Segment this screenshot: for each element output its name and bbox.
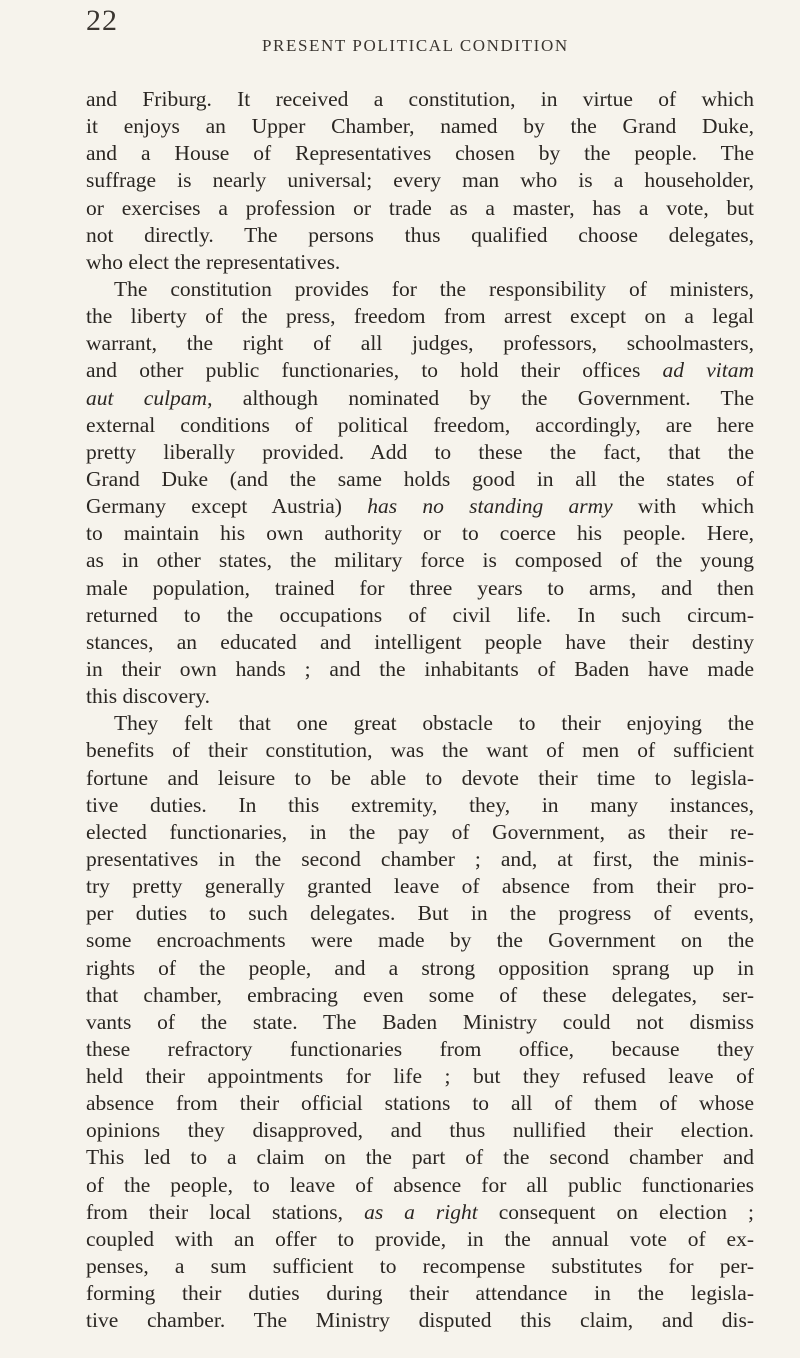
text-line (86, 276, 754, 303)
text-line (86, 1253, 754, 1280)
text-line (86, 927, 754, 954)
running-head: PRESENT POLITICAL CONDITION (262, 36, 569, 55)
line-text: forming their duties during their attendance in the legisla- (86, 1281, 754, 1306)
text-line (86, 900, 754, 927)
line-text: from their local stations, (86, 1199, 365, 1224)
text-line (86, 357, 754, 384)
text-line (86, 439, 754, 466)
italic-phrase: as a right (364, 1199, 478, 1224)
line-text: external conditions of political freedom, accordingly, are here (86, 412, 754, 437)
text-line (86, 547, 754, 574)
line-text: in their own hands ; and the inhabitants of Baden have made (86, 656, 754, 681)
line-text: opinions they disapproved, and thus nullified their election. (86, 1118, 754, 1143)
line-text: benefits of their constitution, was the want of men of sufficient (86, 738, 754, 763)
text-line (86, 1063, 754, 1090)
line-text: that chamber, embracing even some of these delegates, ser- (86, 982, 754, 1007)
text-line (86, 86, 754, 113)
italic-phrase: ad vitam (662, 358, 754, 383)
line-text: these refractory functionaries from office, because they (86, 1036, 754, 1061)
text-line (86, 1009, 754, 1036)
text-line (86, 1199, 754, 1226)
text-line (86, 792, 754, 819)
text-line (86, 765, 754, 792)
text-line (86, 575, 754, 602)
text-line (86, 1172, 754, 1199)
text-line (86, 412, 754, 439)
text-line (86, 167, 754, 194)
line-text: and other public functionaries, to hold their offices (86, 358, 663, 383)
line-text: stances, an educated and intelligent people have their destiny (86, 629, 754, 654)
text-line (86, 140, 754, 167)
text-line (86, 466, 754, 493)
line-text-after: consequent on election ; (477, 1199, 754, 1224)
line-text: coupled with an offer to provide, in the annual vote of ex- (86, 1226, 754, 1251)
text-line (86, 1280, 754, 1307)
text-line (86, 385, 754, 412)
line-text: penses, a sum sufficient to recompense substitutes for per- (86, 1254, 754, 1279)
line-text: and Friburg. It received a constitution, in virtue of which (86, 87, 754, 111)
line-text: elected functionaries, in the pay of Government, as their re- (86, 819, 754, 844)
line-text: who elect the representatives. (86, 249, 341, 274)
line-text: as in other states, the military force is composed of the young (86, 548, 754, 573)
line-text: held their appointments for life ; but they refused leave of (86, 1064, 754, 1089)
text-line (86, 520, 754, 547)
line-text: vants of the state. The Baden Ministry could not dismiss (86, 1009, 754, 1034)
text-line (86, 303, 754, 330)
line-text: some encroachments were made by the Government on the (86, 928, 754, 953)
line-text: returned to the occupations of civil life. In such circum- (86, 602, 754, 627)
line-text: per duties to such delegates. But in the progress of events, (86, 901, 754, 926)
line-text: rights of the people, and a strong opposition sprang up in (86, 955, 754, 980)
line-text-after: with which (612, 494, 754, 519)
line-text: pretty liberally provided. Add to these the fact, that the (86, 439, 754, 464)
line-text: tive chamber. The Ministry disputed this claim, and dis- (86, 1308, 754, 1333)
text-line (86, 1226, 754, 1253)
line-text: male population, trained for three years to arms, and then (86, 575, 754, 600)
text-line (86, 955, 754, 982)
text-line (86, 982, 754, 1009)
text-line (86, 819, 754, 846)
line-text: They felt that one great obstacle to their enjoying the (114, 711, 754, 736)
text-line (86, 1307, 754, 1334)
line-text: The constitution provides for the responsibility of ministers, (114, 276, 754, 301)
line-text: this discovery. (86, 684, 211, 709)
line-text: tive duties. In this extremity, they, in many instances, (86, 792, 754, 817)
text-line (86, 737, 754, 764)
text-line (86, 249, 754, 276)
line-text: suffrage is nearly universal; every man who is a householder, (86, 168, 754, 193)
line-text: or exercises a profession or trade as a master, has a vote, but (86, 195, 754, 220)
text-line (86, 683, 754, 710)
line-text: absence from their official stations to all of them of whose (86, 1091, 754, 1116)
line-text: try pretty generally granted leave of absence from their pro- (86, 874, 754, 899)
text-line (86, 873, 754, 900)
line-text: warrant, the right of all judges, professors, schoolmasters, (86, 331, 754, 356)
text-line (86, 602, 754, 629)
italic-phrase: has no standing army (367, 494, 613, 519)
text-line (86, 330, 754, 357)
italic-phrase: aut culpam (86, 385, 208, 410)
line-text: of the people, to leave of absence for all public functionaries (86, 1172, 754, 1197)
text-line (86, 1144, 754, 1171)
line-text: Germany except Austria) (86, 494, 368, 519)
page-number: 22 (86, 4, 118, 37)
body-text (86, 86, 754, 1334)
text-line (86, 656, 754, 683)
text-line (86, 113, 754, 140)
line-text: This led to a claim on the part of the second chamber and (86, 1145, 754, 1170)
text-line (86, 710, 754, 737)
text-line (86, 846, 754, 873)
line-text: presentatives in the second chamber ; and, at first, the minis- (86, 846, 754, 871)
line-text: not directly. The persons thus qualified choose delegates, (86, 222, 754, 247)
text-line (86, 222, 754, 249)
line-text: the liberty of the press, freedom from arrest except on a legal (86, 304, 754, 329)
line-text: to maintain his own authority or to coerce his people. Here, (86, 521, 754, 546)
text-line (86, 629, 754, 656)
text-line (86, 195, 754, 222)
text-line (86, 1090, 754, 1117)
text-line (86, 1036, 754, 1063)
text-line (86, 493, 754, 520)
line-text: , although nominated by the Government. The (207, 385, 754, 410)
line-text: and a House of Representatives chosen by the people. The (86, 141, 754, 166)
line-text: Grand Duke (and the same holds good in all the states of (86, 466, 754, 491)
text-line (86, 1117, 754, 1144)
line-text: fortune and leisure to be able to devote their time to legisla- (86, 765, 754, 790)
line-text: it enjoys an Upper Chamber, named by the Grand Duke, (86, 114, 754, 139)
